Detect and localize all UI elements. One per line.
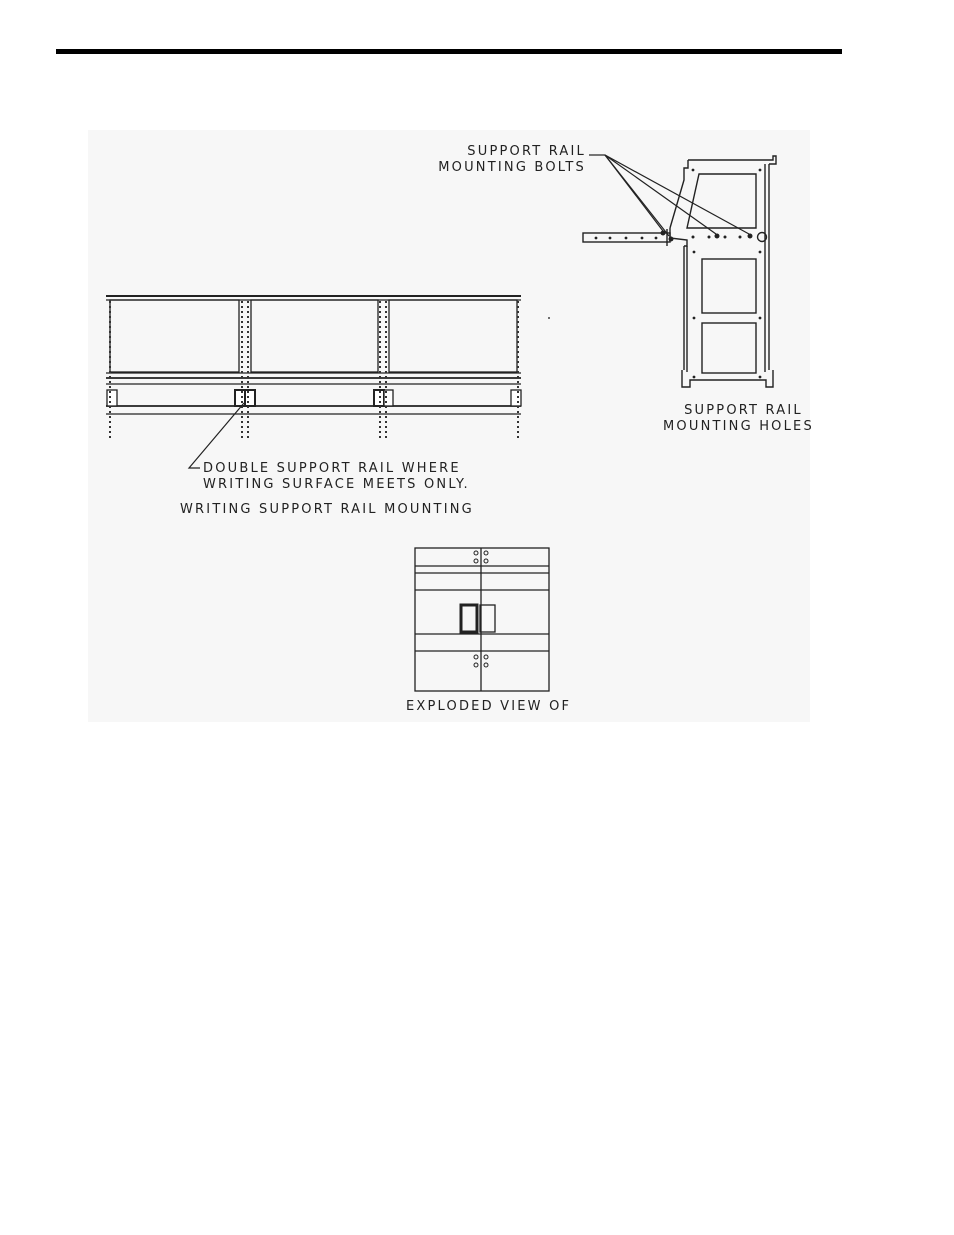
perforated-uprights: [106, 300, 521, 438]
bolts-label-line2: MOUNTING BOLTS: [438, 160, 586, 175]
front-elevation: [106, 296, 521, 414]
holes-label-line2: MOUNTING HOLES: [663, 419, 814, 434]
holes-label: [663, 403, 814, 435]
holes-label-line1: SUPPORT RAIL: [684, 403, 803, 418]
speck: [548, 317, 550, 319]
bolts-label-line1: SUPPORT RAIL: [467, 144, 586, 159]
double-rail-line1: DOUBLE SUPPORT RAIL WHERE: [203, 461, 461, 476]
double-rail-leader: [189, 403, 244, 468]
main-caption: WRITING SUPPORT RAIL MOUNTING: [180, 502, 474, 517]
exploded-caption: EXPLODED VIEW OF: [406, 699, 572, 714]
exploded-view: [415, 548, 549, 691]
double-rail-label: [203, 461, 470, 493]
bolts-label: [430, 144, 586, 176]
bolts-leaders: [589, 155, 749, 236]
double-rail-line2: WRITING SURFACE MEETS ONLY.: [203, 477, 470, 492]
side-view: [583, 156, 776, 387]
